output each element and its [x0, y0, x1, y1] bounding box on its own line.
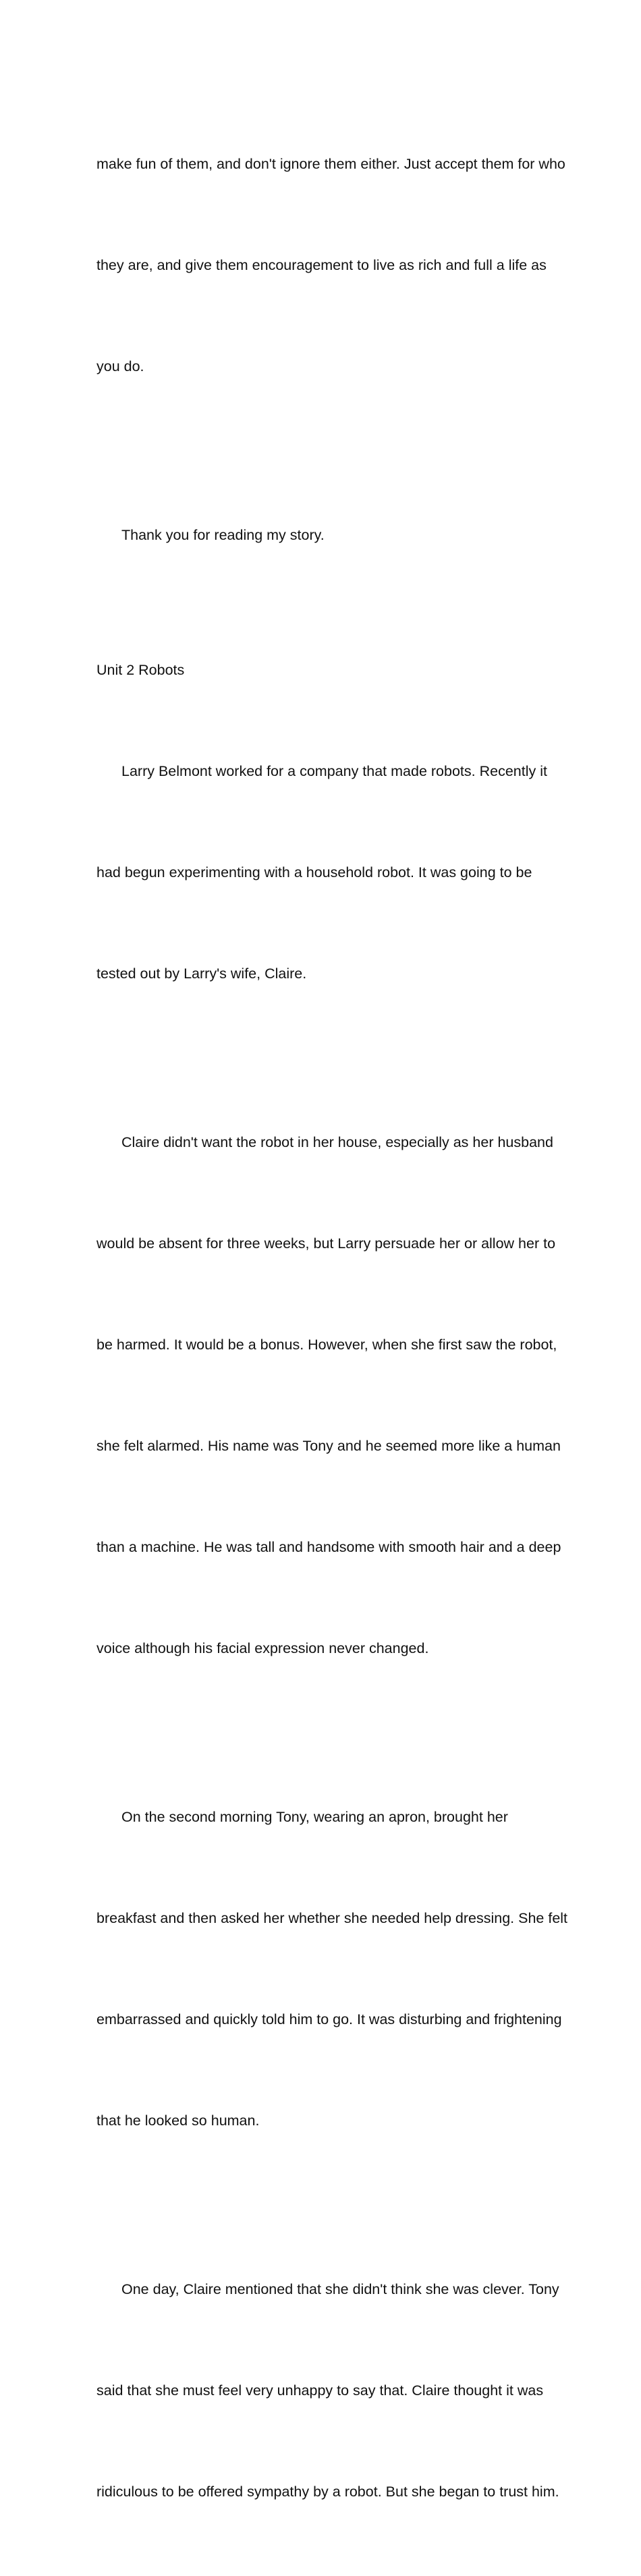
unit-paragraph-4	[96, 2205, 603, 2576]
text-line: she felt alarmed. His name was Tony and he seemed more like a human	[96, 1438, 561, 1454]
text-line: that he looked so human.	[96, 2112, 260, 2129]
text-line: make fun of them, and don't ignore them either. Just accept them for who	[96, 156, 565, 172]
text-line: One day, Claire mentioned that she didn't think she was clever. Tony	[121, 2281, 559, 2297]
text-line: said that she must feel very unhappy to say that. Claire thought it was	[96, 2382, 544, 2399]
unit-paragraph-2	[96, 1058, 603, 1733]
text-line: On the second morning Tony, wearing an apron, brought her	[121, 1809, 508, 1825]
text-line: be harmed. It would be a bonus. However, when she first saw the robot,	[96, 1337, 557, 1353]
text-line: Larry Belmont worked for a company that made robots. Recently it	[121, 763, 547, 779]
text-line: Claire didn't want the robot in her house, especially as her husband	[121, 1134, 553, 1150]
unit-paragraph-1	[96, 687, 603, 1058]
text-line: Thank you for reading my story.	[121, 527, 325, 543]
text-line: would be absent for three weeks, but Larry persuade her or allow her to	[96, 1235, 556, 1252]
text-line: than a machine. He was tall and handsome with smooth hair and a deep	[96, 1539, 561, 1555]
text-line: had begun experimenting with a household robot. It was going to be	[96, 864, 532, 880]
paragraph-2	[96, 451, 603, 619]
text-line: embarrassed and quickly told him to go. It was disturbing and frightening	[96, 2011, 562, 2027]
text-line: voice although his facial expression never changed.	[96, 1640, 429, 1656]
unit-heading: Unit 2 Robots	[96, 662, 185, 678]
document-page	[96, 80, 603, 2576]
unit-paragraph-3	[96, 1733, 603, 2205]
text-line: ridiculous to be offered sympathy by a robot. But she began to trust him.	[96, 2484, 559, 2500]
text-line: they are, and give them encouragement to live as rich and full a life as	[96, 257, 547, 273]
text-line: tested out by Larry's wife, Claire.	[96, 965, 307, 982]
text-line: breakfast and then asked her whether she needed help dressing. She felt	[96, 1910, 568, 1926]
text-line: you do.	[96, 358, 144, 374]
section-gap	[96, 619, 603, 653]
paragraph-1	[96, 80, 603, 451]
